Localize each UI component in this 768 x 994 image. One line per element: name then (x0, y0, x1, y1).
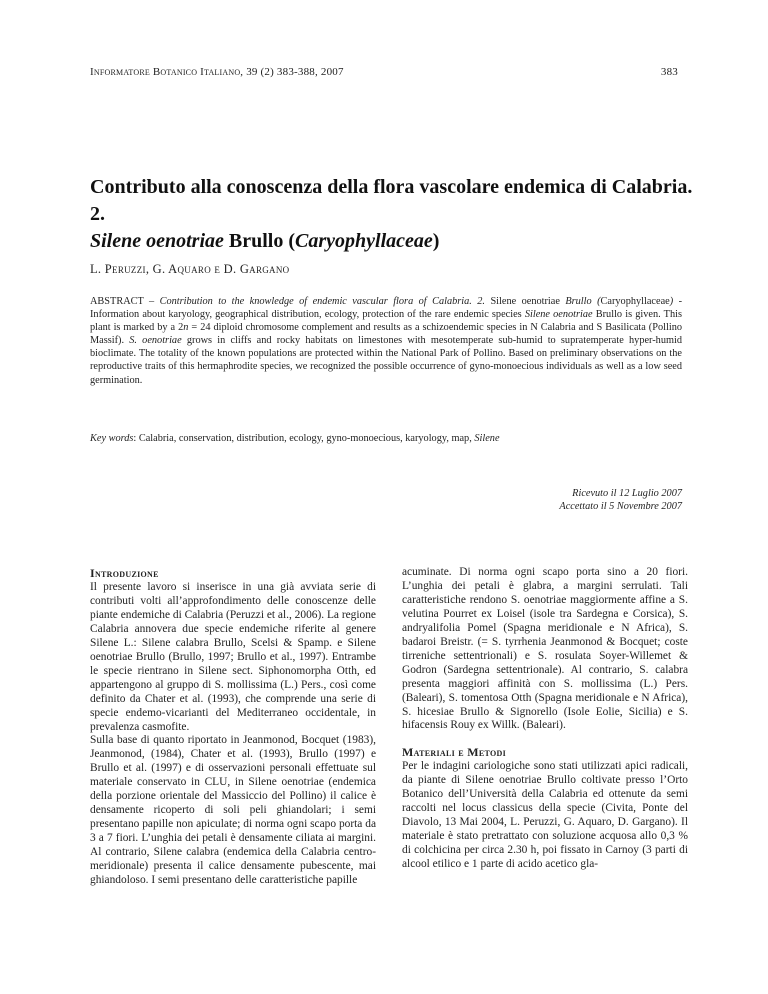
methods-paragraph: Per le indagini cariologiche sono stati utilizzati apici radicali, da piante di Silene oenotriae Brullo coltivate presso l’Orto Botanico dell’Università della Calabria ed ottenute da semi raccolti nel locus classicus della specie (Civita, Ponte del Diavolo, 13 Mai 2004, L. Peruzzi, G. Aquaro, D. Gargano). Il materiale è stato pretrattato con soluzione acquosa allo 0,3 % di colchicina per circa 2.30 h, poi fissato in Carnoy (3 parti di alcool etilico e 1 parte di acido acetico gla- (402, 760, 688, 871)
journal-citation: Informatore Botanico Italiano, 39 (2) 383-388, 2007 (90, 66, 344, 78)
title-line-1: Contributo alla conoscenza della flora vascolare endemica di Calabria. 2. (90, 176, 693, 225)
intro-paragraph-3: acuminate. Di norma ogni scapo porta sino a 20 fiori. L’unghia dei petali è glabra, a margini serrulati. Tali caratteristiche rendono S. oenotriae maggiormente affine a S. velutina Pourret ex Loisel (isole tra Sardegna e Corsica), S. andryalifolia Pomel (Spagna meridionale e N Africa), S. badaroi Breistr. (= S. tyrrhenia Jeanmonod & Bocquet; coste tirreniche settentrionali) e S. rosulata Soyer-Willemet & Godron (Sardegna settentrionale). Al contrario, S. calabra presenta maggiori affinità con S. mollissima (L.) Pers. (Baleari), S. tomentosa Otth (Spagna meridionale e N Africa), S. hicesiae Brullo & Signorello (Isole Eolie, Sicilia) e S. hifacensis Rouy ex Willk. (Baleari). (402, 566, 688, 732)
authors: L. Peruzzi, G. Aquaro e D. Gargano (90, 262, 290, 276)
keywords: Key words: Calabria, conservation, distribution, ecology, gyno-monoecious, karyology, map, Silene (90, 433, 500, 444)
left-column (90, 566, 376, 888)
abstract: ABSTRACT – Contribution to the knowledge of endemic vascular flora of Calabria. 2. Silene oenotriae Brullo (Caryophyllaceae) - Information about karyology, geographical distribution, ecology, protection of the rare endemic species Silene oenotriae Brullo is given. This plant is marked by a 2n = 24 diploid chromosome complement and results as a schizoendemic species in N Calabria and S Basilicata (Pollino Massif). S. oenotriae grows in cliffs and rocky habitats on limestones with mesotemperate sub-humid to supratemperate hyper-humid bioclimate. The totality of the known populations are protected within the National Park of Pollino. Based on preliminary observations on the reproductive traits of this hermaphrodite species, we recognized the possible occurrence of gyno-monoecious individuals as well as a low seed germination. (90, 296, 683, 386)
introduction-heading: Introduzione (90, 566, 159, 580)
intro-paragraph-1: Il presente lavoro si inserisce in una già avviata serie di contributi volti all’approfondimento delle conoscenze delle piante endemiche di Calabria (Peruzzi et al., 2006). La regione Calabria annovera due specie endemiche riferite al genere Silene L.: Silene calabra Brullo, Scelsi & Spamp. e Silene oenotriae Brullo (Brullo, 1997; Brullo et al., 1997). Entrambe le specie rientrano in Silene sect. Siphonomorpha Otth, ed appartengono al gruppo di S. mollissima (L.) Pers., così come definito da Chater et al. (1993), che comprende una serie di specie endemo-vicarianti del Mediterraneo occidentale, in prevalenza casmofite. (90, 581, 376, 733)
received-accepted-dates: Ricevuto il 12 Luglio 2007 Accettato il 5 Novembre 2007 (559, 488, 682, 512)
right-column (402, 566, 688, 872)
title-line-2: Silene oenotriae Brullo (Caryophyllaceae) (90, 230, 440, 252)
article-title (90, 174, 710, 255)
page-number: 383 (660, 66, 678, 78)
intro-paragraph-2: Sulla base di quanto riportato in Jeanmonod, Bocquet (1983), Jeanmonod, (1984), Chater et al. (1993), Brullo (1997) e Brullo et al. (1997) e di osservazioni personali effettuate sul materiale conservato in CLU, in Silene oenotriae (endemica della porzione orientale del Massiccio del Pollino) il calice è densamente ricoperto di soli peli ghiandolari; i semi presentano papille non apiculate; di norma ogni scapo porta da 3 a 7 fiori. L’unghia dei petali è densamente ciliata ai margini. Al contrario, Silene calabra (endemica della Calabria centro-meridionale) presenta il calice densamente pubescente, mai ghiandoloso. I semi presentano delle caratteristiche papille (90, 734, 376, 887)
methods-heading: Materiali e Metodi (402, 745, 507, 760)
